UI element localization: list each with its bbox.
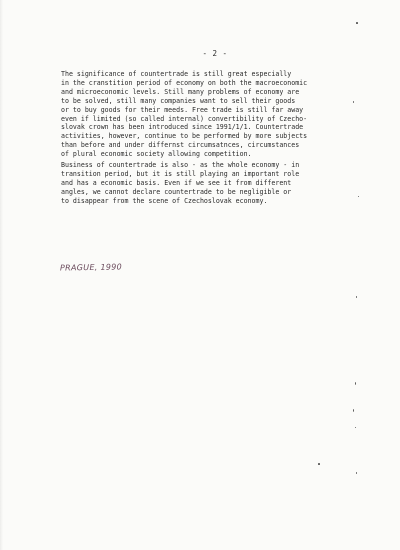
scan-speck xyxy=(355,427,356,428)
scan-speck xyxy=(318,463,320,465)
scan-speck xyxy=(353,409,354,412)
scan-speck xyxy=(356,22,358,24)
scan-speck xyxy=(355,382,356,385)
handwritten-place-date: PRAGUE, 1990 xyxy=(59,262,123,273)
scan-speck xyxy=(358,196,359,197)
page-number: - 2 - xyxy=(202,49,228,58)
paragraph-countertrade-business: Business of countertrade is also - as the whole economy - in transition period, but it is still playing an important role and has a economic basis. Even if we see it from different angles, we cannot declare countertrade to be negligible or to disappear from the scene of Czechoslovak economy. xyxy=(61,161,300,205)
left-edge-shadow xyxy=(0,0,3,550)
scan-speck xyxy=(353,101,354,103)
scan-speck xyxy=(356,472,357,474)
scan-speck xyxy=(356,296,357,298)
paragraph-countertrade-significance: The significance of countertrade is still great especially in the cranstition period of economy on both the macroeconomic and microeconomic levels. Still many problems of economy are to be solved, still many companies want to sell their goods or to buy goods for their meeds. Free trade is still far away even if limited (so called internal) convertibility of Czecho- slovak crown has been introduced since 1991/1/1. Countertrade activities, however, continue to be performed by more subjects than before and under differnst circumsatnces, circumstances of plural economic society allowing competition. xyxy=(61,70,308,159)
